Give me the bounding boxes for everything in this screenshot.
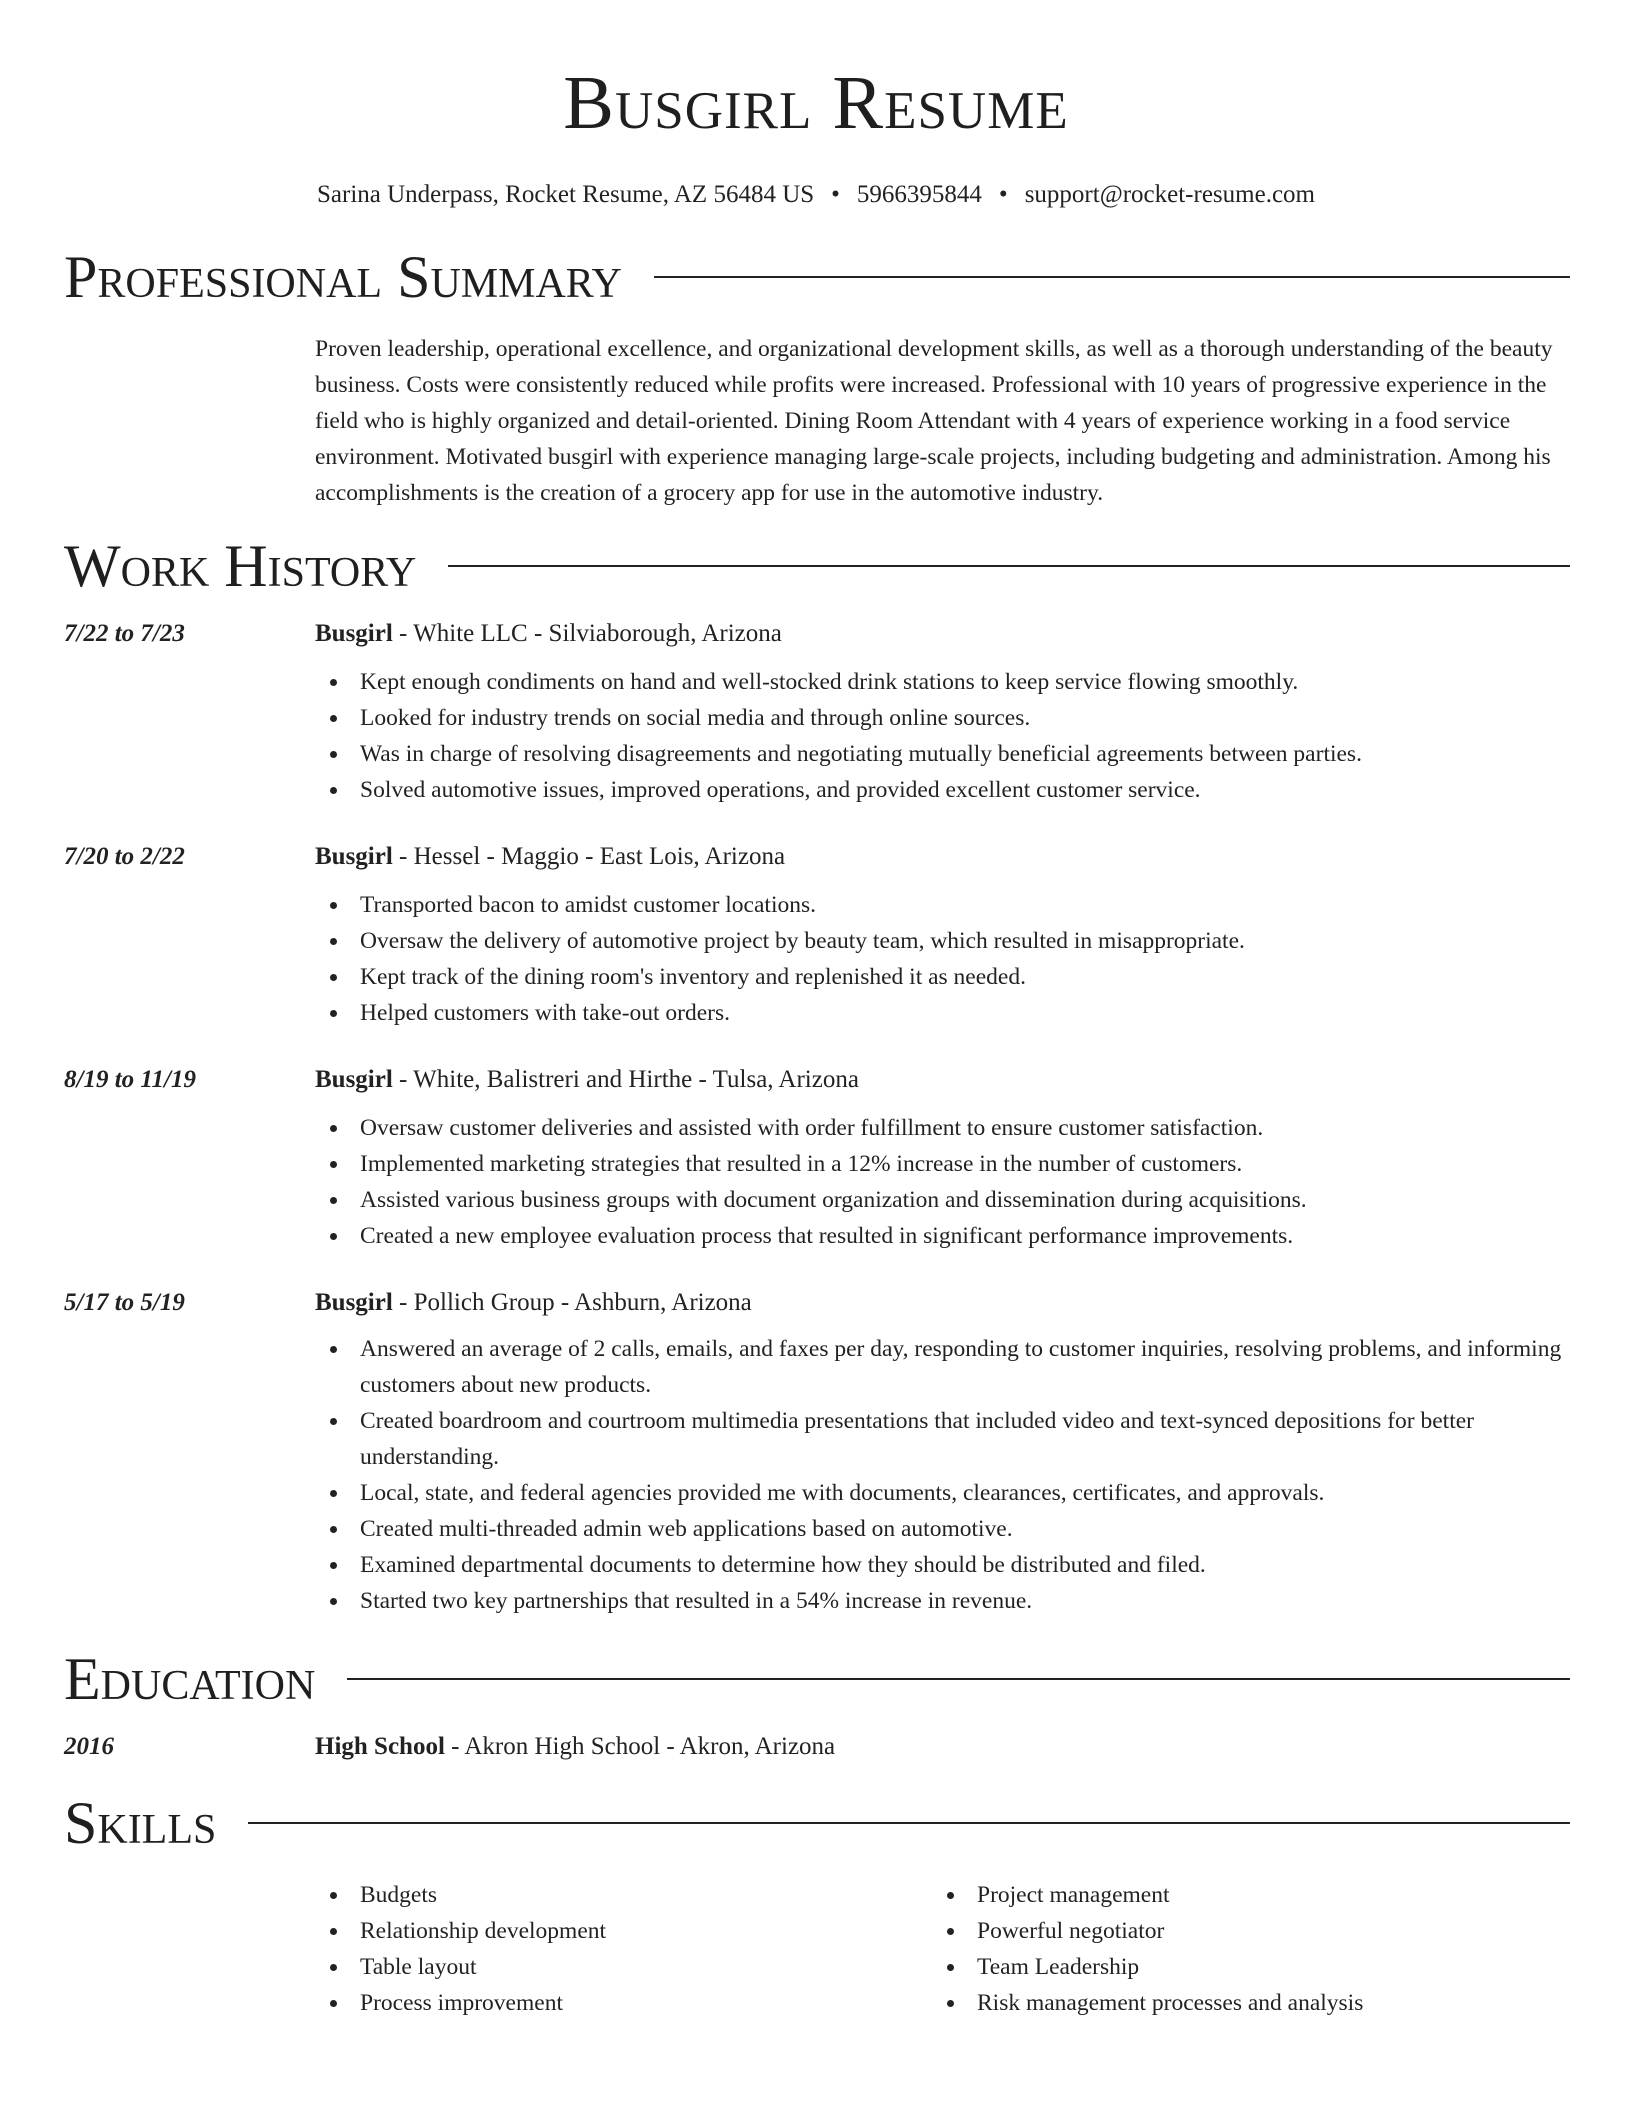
list-item: Solved automotive issues, improved operations, and provided excellent customer service. [315,772,1570,808]
list-item: Created boardroom and courtroom multimedia presentations that included video and text-synced depositions for better understanding. [315,1403,1570,1475]
job-details: - White LLC - Silviaborough, Arizona [392,620,782,647]
contact-address: Sarina Underpass, Rocket Resume, AZ 56484 US [317,181,815,208]
job-dates: 7/20 to 2/22 [64,843,185,870]
list-item: Implemented marketing strategies that resulted in a 12% increase in the number of customers. [315,1146,1570,1182]
education-section-title: Education [64,1646,316,1712]
skill-item: Budgets [315,1877,932,1913]
skill-item: Relationship development [315,1913,932,1949]
job-details: - White, Balistreri and Hirthe - Tulsa, Arizona [392,1066,859,1093]
job-header [0,1289,1632,1317]
contact-separator: • [998,181,1008,208]
skill-item: Risk management processes and analysis [932,1985,1549,2021]
job-header [0,843,1632,871]
job-details: - Hessel - Maggio - East Lois, Arizona [392,843,786,870]
list-item: Started two key partnerships that resulted in a 54% increase in revenue. [315,1583,1570,1619]
resume-title: Busgirl Resume [563,61,1069,145]
list-item: Created multi-threaded admin web applications based on automotive. [315,1511,1570,1547]
section-divider [654,276,1570,278]
skill-item: Project management [932,1877,1549,1913]
job-details: - Pollich Group - Ashburn, Arizona [392,1289,752,1316]
list-item: Oversaw the delivery of automotive project by beauty team, which resulted in misappropriate. [315,923,1570,959]
list-item: Was in charge of resolving disagreements and negotiating mutually beneficial agreements between parties. [315,736,1570,772]
skills-grid [315,1877,1570,2021]
contact-line [0,180,1632,210]
job-entry [0,1066,1632,1254]
job-dates: 8/19 to 11/19 [64,1066,196,1093]
skill-item: Table layout [315,1949,932,1985]
job-header [0,1066,1632,1094]
job-title: Busgirl [315,1289,393,1316]
contact-phone: 5966395844 [856,181,982,208]
list-item: Answered an average of 2 calls, emails, and faxes per day, responding to customer inquiries, resolving problems, and informing customers about new products. [315,1331,1570,1403]
education-year: 2016 [64,1733,114,1760]
job-title-line [315,1289,752,1317]
list-item: Created a new employee evaluation process that resulted in significant performance improvements. [315,1218,1570,1254]
contact-separator: • [831,181,840,208]
job-title: Busgirl [315,620,393,647]
list-item: Local, state, and federal agencies provided me with documents, clearances, certificates, and approvals. [315,1475,1570,1511]
job-dates: 5/17 to 5/19 [64,1289,185,1316]
job-title-line [315,620,782,648]
work-section-title: Work History [64,533,417,599]
job-bullets [315,1110,1570,1254]
skills-column-left [315,1877,932,2021]
job-bullets [315,1331,1570,1619]
list-item: Assisted various business groups with document organization and dissemination during acquisitions. [315,1182,1570,1218]
job-title: Busgirl [315,843,393,870]
education-details: - Akron High School - Akron, Arizona [444,1733,836,1760]
job-header [0,620,1632,648]
list-item: Kept enough condiments on hand and well-stocked drink stations to keep service flowing smoothly. [315,664,1570,700]
job-title-line [315,843,785,871]
skill-item: Team Leadership [932,1949,1549,1985]
job-bullets [315,664,1570,808]
education-entry [0,1733,1632,1761]
job-dates: 7/22 to 7/23 [64,620,185,647]
contact-email[interactable]: support@rocket-resume.com [1024,181,1315,208]
summary-section-header [64,245,1570,309]
education-degree: High School [315,1733,445,1760]
skill-item: Powerful negotiator [932,1913,1549,1949]
job-bullets [315,887,1570,1031]
section-divider [347,1678,1570,1680]
section-divider [248,1822,1570,1824]
section-divider [448,565,1570,567]
job-title-line [315,1066,859,1094]
summary-text: Proven leadership, operational excellence, and organizational development skills, as well as a thorough understanding of the beauty business. Costs were consistently reduced while profits were increased. Professional with 10 years of progressive experience in the field who is highly organized and detail-oriented. Dining Room Attendant with 4 years of experience working in a food service environment. Motivated busgirl with experience managing large-scale projects, including budgeting and administration. Among his accomplishments is the creation of a grocery app for use in the automotive industry. [315,336,1553,506]
skills-section-title: Skills [64,1790,217,1856]
education-section-header [64,1647,1570,1711]
list-item: Looked for industry trends on social media and through online sources. [315,700,1570,736]
job-entry [0,1289,1632,1619]
list-item: Kept track of the dining room's inventory and replenished it as needed. [315,959,1570,995]
list-item: Oversaw customer deliveries and assisted with order fulfillment to ensure customer satisfaction. [315,1110,1570,1146]
list-item: Transported bacon to amidst customer locations. [315,887,1570,923]
skill-item: Process improvement [315,1985,932,2021]
work-section-header [64,534,1570,598]
job-title: Busgirl [315,1066,393,1093]
education-line [315,1733,835,1761]
skills-section-header [64,1791,1570,1855]
job-entry [0,843,1632,1031]
job-entry [0,620,1632,808]
skills-column-right [932,1877,1549,2021]
education-header [0,1733,1632,1761]
summary-section-title: Professional Summary [64,244,622,310]
list-item: Helped customers with take-out orders. [315,995,1570,1031]
list-item: Examined departmental documents to determine how they should be distributed and filed. [315,1547,1570,1583]
